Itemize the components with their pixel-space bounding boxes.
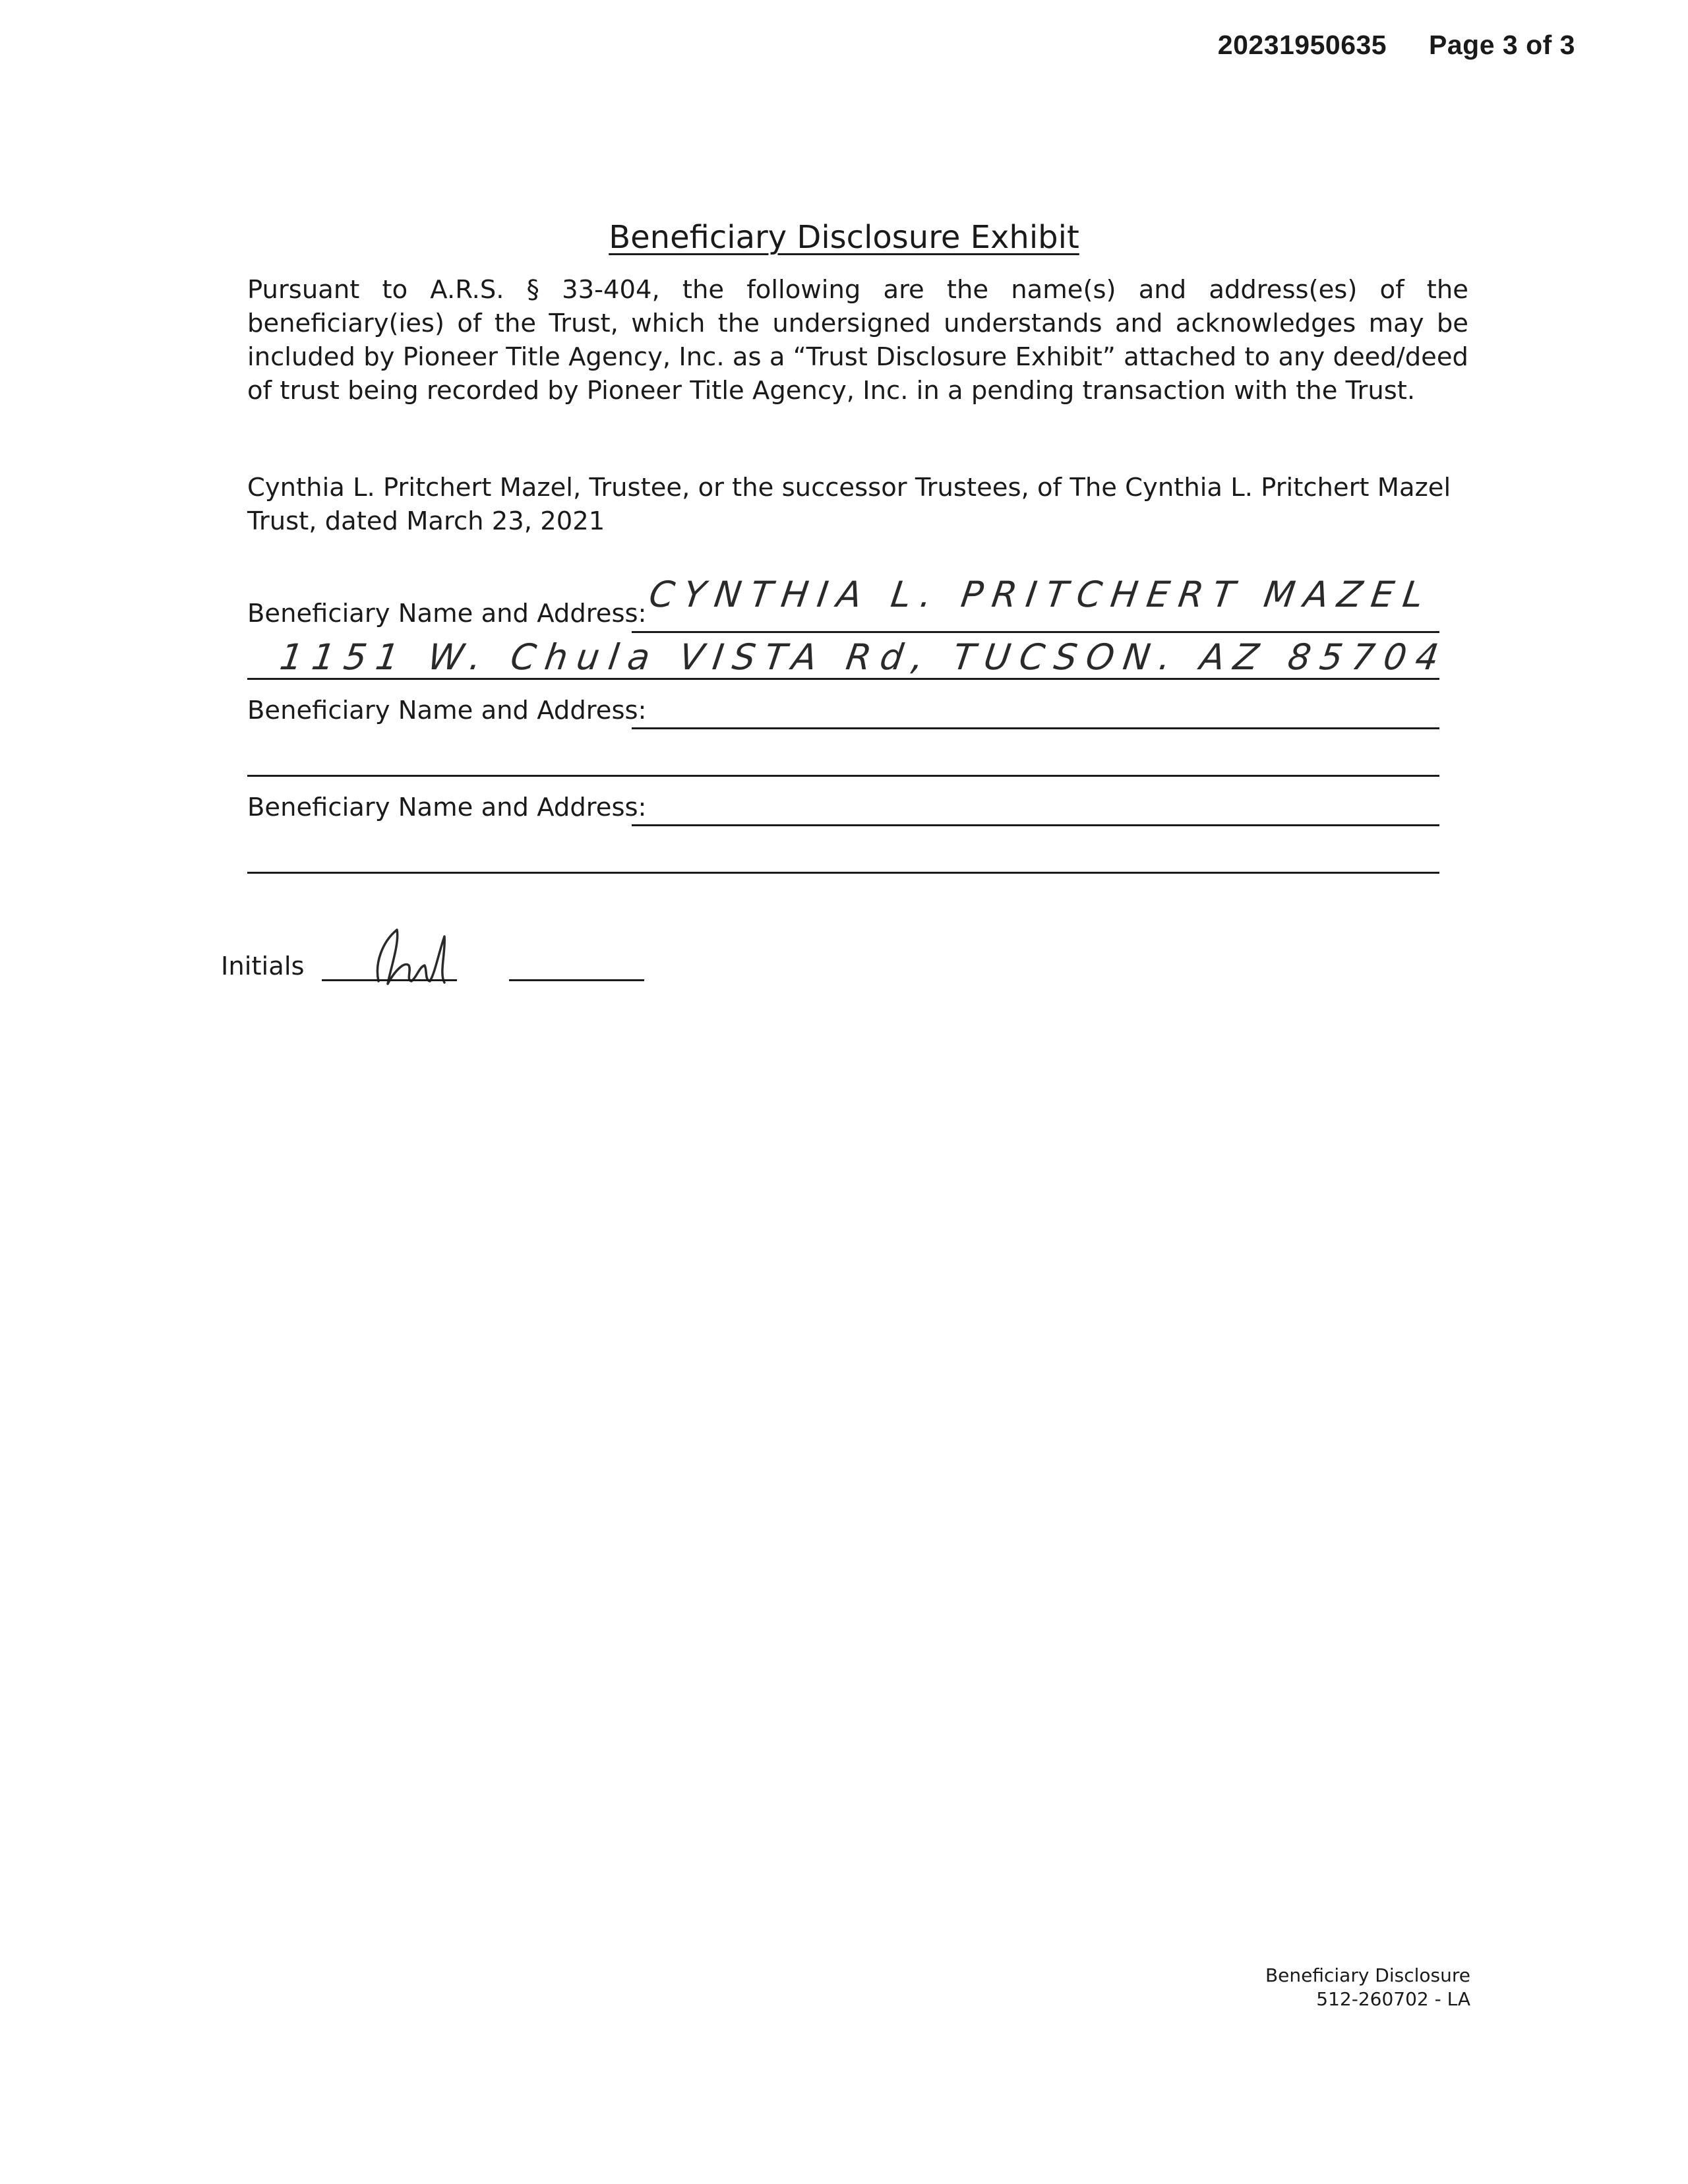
handwritten-initials-icon (356, 923, 468, 996)
beneficiary-1-name-line (632, 631, 1439, 633)
initials-signature (356, 923, 468, 998)
document-header (1218, 30, 1575, 61)
beneficiary-1-address-line (247, 678, 1439, 680)
trust-paragraph: Cynthia L. Pritchert Mazel, Trustee, or the successor Trustees, of The Cynthia L. Pritchert Mazel Trust, dated March 23, 2021 (247, 473, 1451, 536)
beneficiary-1-label: Beneficiary Name and Address: (247, 599, 647, 628)
beneficiary-3-address-line (247, 872, 1439, 874)
beneficiary-3-label: Beneficiary Name and Address: (247, 793, 647, 822)
footer-form-name: Beneficiary Disclosure (1265, 1964, 1470, 1986)
intro-paragraph: Pursuant to A.R.S. § 33-404, the following are the name(s) and address(es) of the beneficiary(ies) of the Trust, which the undersigned understands and acknowledges may be included by Pioneer Title Agency, Inc. as a “Trust Disclosure Exhibit” attached to any deed/deed of trust being recorded by Pioneer Title Agency, Inc. in a pending transaction with the Trust. (247, 275, 1468, 406)
initials-label: Initials (221, 952, 305, 981)
beneficiary-2-label: Beneficiary Name and Address: (247, 696, 647, 725)
beneficiary-2-address-line (247, 775, 1439, 777)
beneficiary-1-handwritten-address: 1151 W. Chula VISTA Rd, TUCSON. AZ 85704 (277, 636, 1451, 678)
document-number: 20231950635 (1217, 30, 1387, 60)
beneficiary-1-handwritten-name: CYNTHIA L. PRITCHERT MAZEL (646, 574, 1435, 615)
page-number: Page 3 of 3 (1429, 30, 1575, 60)
initials-line-1 (322, 979, 457, 981)
initials-line-2 (509, 979, 644, 981)
footer-form-code: 512-260702 - LA (1316, 1988, 1470, 2010)
page-footer (1265, 1964, 1470, 2011)
beneficiary-3-name-line (632, 824, 1439, 826)
beneficiary-2-name-line (632, 727, 1439, 729)
page-title: Beneficiary Disclosure Exhibit (609, 219, 1079, 256)
